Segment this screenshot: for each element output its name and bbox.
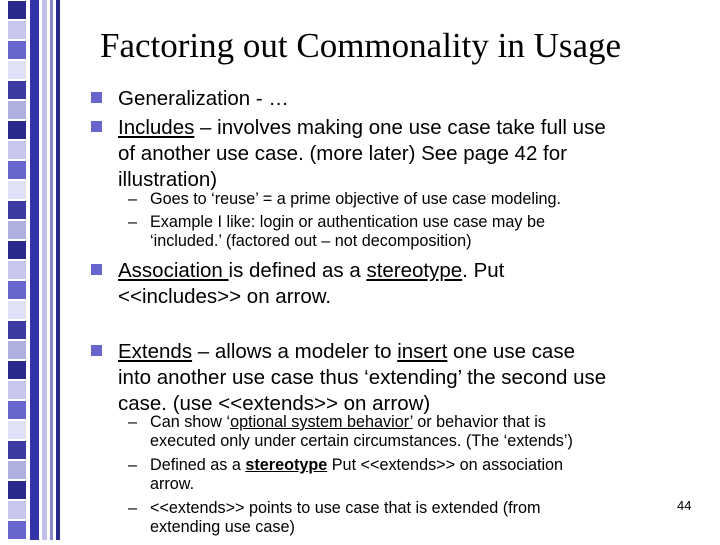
bullet-generalization: Generalization - … (118, 87, 289, 110)
bullet-association (118, 258, 504, 310)
includes-term: Includes (118, 116, 195, 139)
sub-bullet-reuse: Goes to ‘reuse’ = a prime objective of use case modeling. (150, 190, 562, 208)
association-line2: <<includes>> on arrow. (118, 285, 332, 308)
sub-bullet-points-to (150, 499, 541, 538)
extends-tail: one use case (447, 340, 575, 363)
defined-pre: Defined as a (150, 456, 246, 474)
bullet-square-icon (91, 121, 102, 132)
extends-term: Extends (118, 340, 193, 363)
bullet-square-icon (91, 92, 102, 103)
sub-bullet-optional-behavior (150, 413, 573, 452)
points-line2: extending use case) (150, 518, 295, 537)
example-line2: ‘included.’ (factored out – not decomposition) (150, 232, 472, 251)
stripe-block (8, 461, 26, 479)
stripe-block (8, 521, 26, 539)
stripe-block (8, 141, 26, 159)
includes-line2: of another use case. (more later) See page 42 for (118, 142, 567, 165)
defined-line2: arrow. (150, 475, 195, 494)
stereotype-term: stereotype (366, 259, 463, 282)
dash-marker: – (128, 190, 138, 208)
stereotype-bold-term: stereotype (245, 456, 328, 474)
stripe-block (8, 41, 26, 59)
dash-marker: – (128, 213, 138, 231)
stripe-pattern (0, 0, 74, 540)
extends-line2: into another use case thus ‘extending’ the second use (118, 366, 607, 389)
stripe-block (8, 321, 26, 339)
stripe-block (8, 21, 26, 39)
bullet-includes (118, 115, 606, 193)
optional-line2: executed only under certain circumstances. (The ‘extends’) (150, 432, 573, 451)
association-text: is defined as a (228, 259, 367, 282)
stripe-block (8, 401, 26, 419)
bullet-extends (118, 339, 606, 417)
includes-line1: – involves making one use case take full use (194, 116, 606, 139)
stripe-block (8, 301, 26, 319)
defined-post: Put <<extends>> on association (327, 456, 564, 474)
stripe-block (8, 61, 26, 79)
stripe-block (8, 101, 26, 119)
association-tail: . Put (462, 259, 505, 282)
stripe-block (8, 161, 26, 179)
stripe-block (8, 221, 26, 239)
decorative-stripe (0, 0, 74, 540)
example-line1: Example I like: login or authentication use case may be (150, 213, 546, 231)
dash-marker: – (128, 499, 138, 517)
page-number: 44 (677, 498, 692, 513)
optional-post: or behavior that is (412, 413, 546, 431)
stripe-block (8, 121, 26, 139)
slide-title: Factoring out Commonality in Usage (100, 26, 622, 65)
stripe-block (8, 201, 26, 219)
insert-term: insert (397, 340, 448, 363)
dash-marker: – (128, 456, 138, 474)
stripe-block (8, 241, 26, 259)
stripe-block (8, 421, 26, 439)
stripe-block (8, 81, 26, 99)
association-term: Association (118, 259, 229, 282)
extends-text: – allows a modeler to (192, 340, 398, 363)
optional-behavior-term: optional system behavior’ (230, 413, 413, 431)
stripe-block (8, 361, 26, 379)
bullet-square-icon (91, 264, 102, 275)
stripe-block (8, 281, 26, 299)
stripe-block (8, 261, 26, 279)
sub-bullet-example (150, 213, 545, 252)
bullet-square-icon (91, 345, 102, 356)
stripe-block (8, 381, 26, 399)
stripe-block (8, 1, 26, 19)
stripe-block (8, 501, 26, 519)
dash-marker: – (128, 413, 138, 431)
stripe-block (8, 181, 26, 199)
stripe-block (8, 481, 26, 499)
optional-pre: Can show ‘ (150, 413, 231, 431)
includes-line3: illustration) (118, 168, 218, 191)
points-line1: <<extends>> points to use case that is extended (from (150, 499, 541, 517)
stripe-block (8, 441, 26, 459)
stripe-block (8, 341, 26, 359)
extends-line3: case. (use <<extends>> on arrow) (118, 392, 431, 415)
sub-bullet-defined-stereotype (150, 456, 563, 495)
